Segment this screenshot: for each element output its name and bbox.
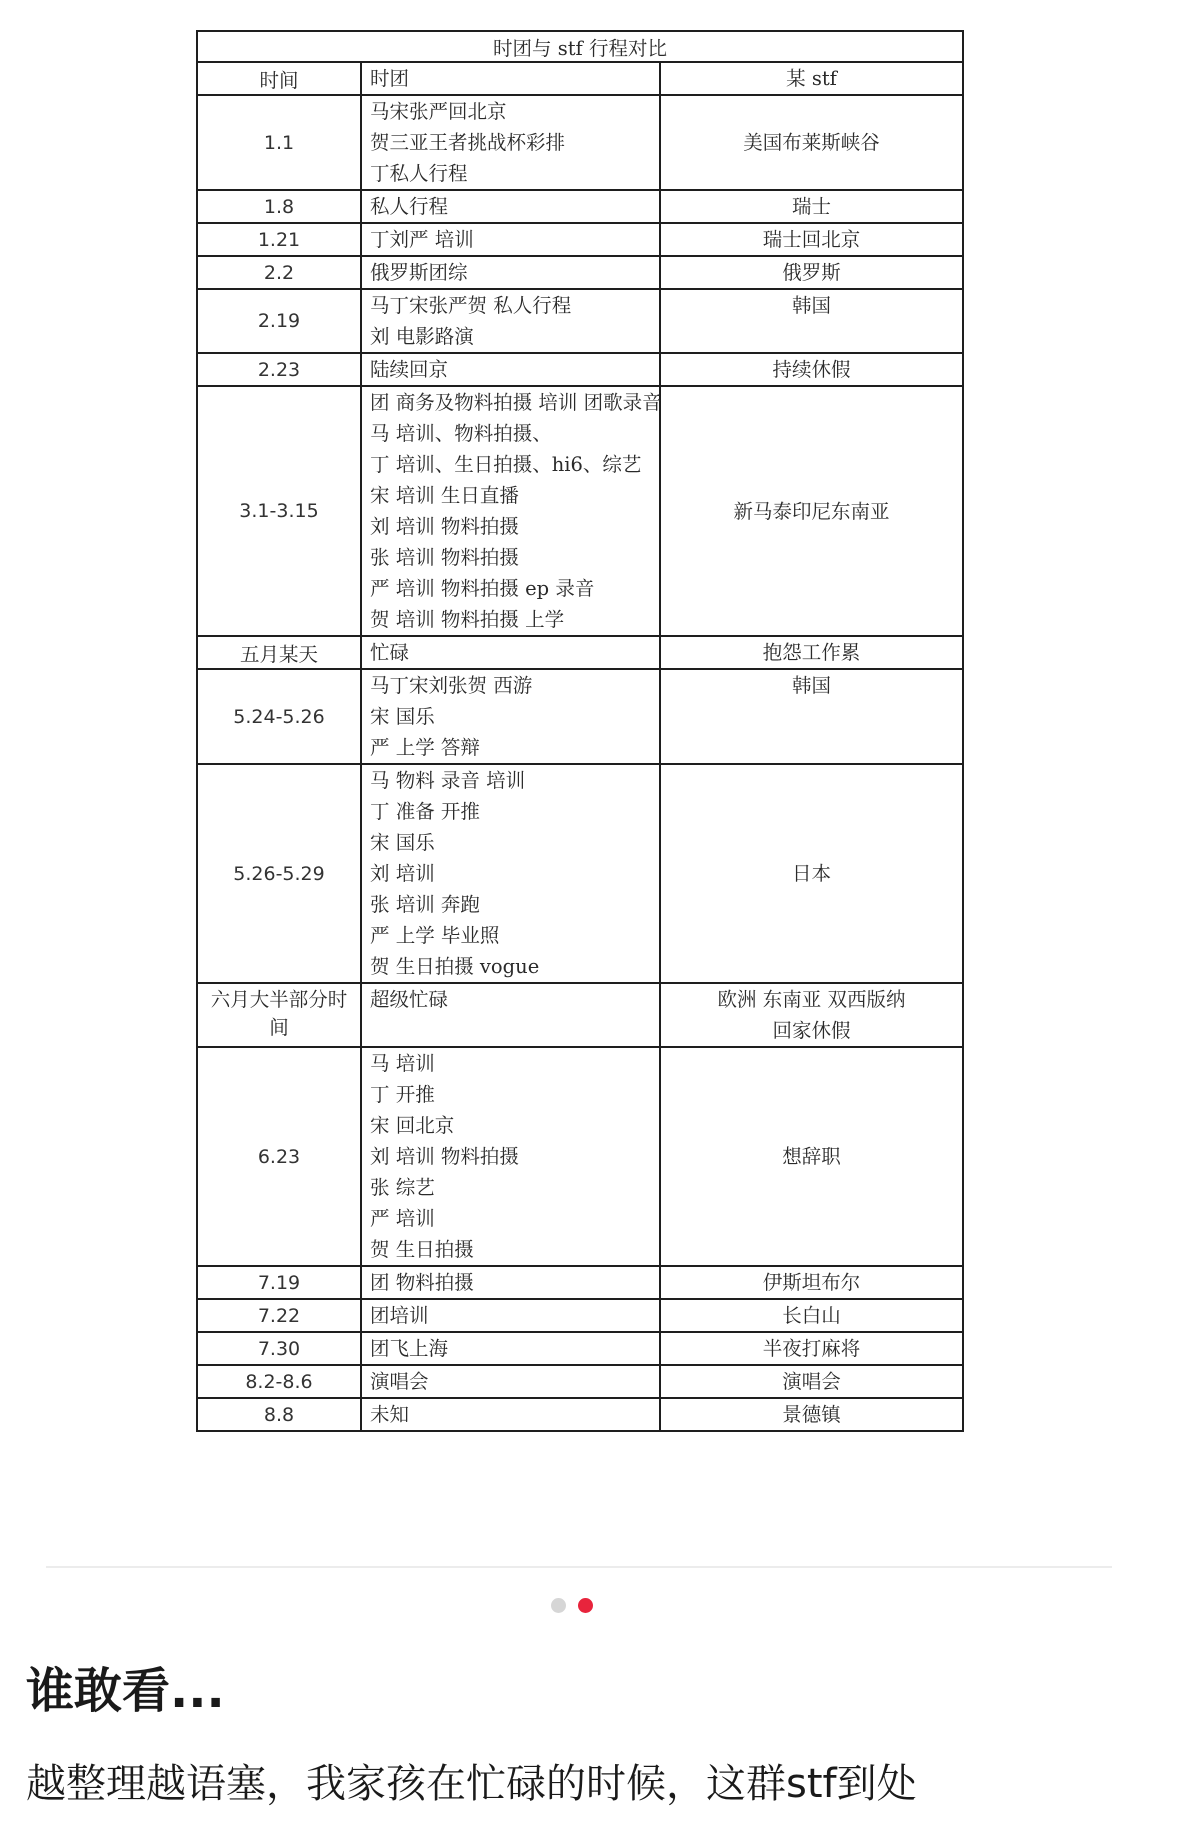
cell-team <box>361 669 660 764</box>
table-row <box>197 353 963 386</box>
team-line: 团 物料拍摄 <box>370 1271 474 1294</box>
cell-date: 5.26-5.29 <box>197 764 361 983</box>
pager-dot-1[interactable] <box>551 1598 566 1613</box>
team-line: 忙碌 <box>370 641 410 664</box>
cell-date: 2.19 <box>197 289 361 353</box>
cell-stf <box>660 1332 963 1365</box>
team-line: 张 综艺 <box>370 1176 435 1199</box>
team-line: 刘 培训 物料拍摄 <box>370 515 519 538</box>
cell-date: 8.8 <box>197 1398 361 1431</box>
table-row <box>197 1365 963 1398</box>
team-line: 刘 培训 <box>370 862 435 885</box>
cell-team <box>361 95 660 190</box>
cell-stf <box>660 95 963 190</box>
table-row <box>197 1266 963 1299</box>
team-line: 宋 回北京 <box>370 1114 455 1137</box>
team-line: 刘 培训 物料拍摄 <box>370 1145 519 1168</box>
cell-team <box>361 1266 660 1299</box>
team-line: 宋 国乐 <box>370 705 435 728</box>
cell-team <box>361 983 660 1047</box>
cell-team <box>361 1299 660 1332</box>
team-line: 马 培训、物料拍摄、 <box>370 422 552 445</box>
cell-team <box>361 1398 660 1431</box>
stf-line: 长白山 <box>782 1304 841 1327</box>
stf-line: 新马泰印尼东南亚 <box>733 499 890 523</box>
team-line: 刘 电影路演 <box>370 325 474 348</box>
team-line: 张 培训 物料拍摄 <box>370 546 519 569</box>
table-row <box>197 1332 963 1365</box>
team-line: 严 上学 毕业照 <box>370 924 500 947</box>
team-line: 团 商务及物料拍摄 培训 团歌录音 <box>370 391 662 414</box>
post-body-text[interactable]: 越整理越语塞，我家孩在忙碌的时候，这群stf到处 <box>26 1761 917 1807</box>
team-line: 丁 开推 <box>370 1083 435 1106</box>
cell-stf <box>660 1266 963 1299</box>
cell-date: 1.21 <box>197 223 361 256</box>
cell-team <box>361 1365 660 1398</box>
cell-team <box>361 256 660 289</box>
stf-line: 回家休假 <box>772 1019 851 1042</box>
stf-line: 伊斯坦布尔 <box>762 1271 861 1294</box>
team-line: 团飞上海 <box>370 1337 449 1360</box>
cell-date: 1.8 <box>197 190 361 223</box>
pager-dot-2[interactable] <box>578 1598 593 1613</box>
stf-line: 景德镇 <box>782 1403 841 1426</box>
team-line: 宋 培训 生日直播 <box>370 484 519 507</box>
team-line: 丁私人行程 <box>370 162 468 185</box>
team-line: 马 培训 <box>370 1052 435 1075</box>
header-team: 时团 <box>361 62 660 95</box>
team-line: 陆续回京 <box>370 358 449 381</box>
header-date: 时间 <box>197 62 361 95</box>
stf-line: 瑞士 <box>792 195 832 218</box>
team-line: 宋 国乐 <box>370 831 435 854</box>
cell-date: 3.1-3.15 <box>197 386 361 636</box>
team-line: 贺 生日拍摄 vogue <box>370 955 540 978</box>
cell-team <box>361 386 660 636</box>
cell-date: 1.1 <box>197 95 361 190</box>
team-line: 俄罗斯团综 <box>370 261 468 284</box>
cell-date: 7.22 <box>197 1299 361 1332</box>
team-line: 团培训 <box>370 1304 429 1327</box>
cell-stf <box>660 386 963 636</box>
team-line: 严 培训 <box>370 1207 435 1230</box>
stf-line: 想辞职 <box>782 1145 841 1168</box>
cell-team <box>361 289 660 353</box>
cell-stf <box>660 764 963 983</box>
image-pager[interactable] <box>0 1598 1181 1618</box>
table-row <box>197 386 963 636</box>
stf-line: 欧洲 东南亚 双西版纳 <box>717 988 906 1011</box>
table-row <box>197 223 963 256</box>
table-row <box>197 1047 963 1266</box>
cell-team <box>361 1047 660 1266</box>
cell-team <box>361 353 660 386</box>
cell-date: 五月某天 <box>197 636 361 669</box>
table-row <box>197 1398 963 1431</box>
schedule-comparison-table <box>196 30 964 1432</box>
stf-line: 美国布莱斯峡谷 <box>743 131 880 154</box>
table-row <box>197 983 963 1047</box>
cell-stf <box>660 983 963 1047</box>
cell-team <box>361 190 660 223</box>
cell-team <box>361 636 660 669</box>
table-row <box>197 289 963 353</box>
cell-date: 7.19 <box>197 1266 361 1299</box>
team-line: 丁 准备 开推 <box>370 800 480 823</box>
stf-line: 日本 <box>792 862 832 885</box>
cell-stf <box>660 190 963 223</box>
team-line: 贺 生日拍摄 <box>370 1238 474 1261</box>
cell-date: 8.2-8.6 <box>197 1365 361 1398</box>
header-stf: 某 stf <box>660 62 963 95</box>
team-line: 演唱会 <box>370 1370 429 1393</box>
cell-stf <box>660 353 963 386</box>
team-line: 贺 培训 物料拍摄 上学 <box>370 608 565 631</box>
table-row <box>197 95 963 190</box>
team-line: 马 物料 录音 培训 <box>370 769 526 792</box>
stf-line: 韩国 <box>792 294 832 317</box>
cell-stf <box>660 1299 963 1332</box>
team-line: 贺三亚王者挑战杯彩排 <box>370 131 566 154</box>
stf-line: 俄罗斯 <box>782 261 841 284</box>
team-line: 严 培训 物料拍摄 ep 录音 <box>370 577 595 600</box>
stf-line: 抱怨工作累 <box>762 641 861 664</box>
cell-stf <box>660 289 963 353</box>
cell-stf <box>660 223 963 256</box>
cell-date: 7.30 <box>197 1332 361 1365</box>
cell-team <box>361 223 660 256</box>
stf-line: 持续休假 <box>772 358 851 381</box>
team-line: 丁刘严 培训 <box>370 228 474 251</box>
cell-date: 5.24-5.26 <box>197 669 361 764</box>
table-row <box>197 256 963 289</box>
cell-date: 六月大半部分时间 <box>197 983 361 1047</box>
team-line: 丁 培训、生日拍摄、hi6、综艺 <box>370 453 642 476</box>
stf-line: 瑞士回北京 <box>762 228 861 251</box>
post-title: 谁敢看... <box>26 1663 225 1719</box>
cell-date: 6.23 <box>197 1047 361 1266</box>
team-line: 马丁宋刘张贺 西游 <box>370 674 533 697</box>
cell-stf <box>660 1398 963 1431</box>
table-title: 时团与 stf 行程对比 <box>197 31 963 62</box>
table-row <box>197 1299 963 1332</box>
stf-line: 半夜打麻将 <box>762 1337 861 1360</box>
cell-stf <box>660 636 963 669</box>
cell-stf <box>660 1365 963 1398</box>
team-line: 私人行程 <box>370 195 449 218</box>
team-line: 马宋张严回北京 <box>370 100 507 123</box>
cell-date: 2.23 <box>197 353 361 386</box>
stf-line: 韩国 <box>792 674 832 697</box>
table-row <box>197 636 963 669</box>
table-row <box>197 669 963 764</box>
cell-stf <box>660 669 963 764</box>
table-row <box>197 764 963 983</box>
team-line: 张 培训 奔跑 <box>370 893 480 916</box>
cell-date: 2.2 <box>197 256 361 289</box>
cell-stf <box>660 256 963 289</box>
cell-stf <box>660 1047 963 1266</box>
team-line: 超级忙碌 <box>370 988 449 1011</box>
cell-team <box>361 1332 660 1365</box>
team-line: 严 上学 答辩 <box>370 736 480 759</box>
stf-line: 演唱会 <box>782 1370 841 1393</box>
team-line: 未知 <box>370 1403 410 1426</box>
team-line: 马丁宋张严贺 私人行程 <box>370 294 572 317</box>
divider <box>46 1566 1112 1568</box>
cell-team <box>361 764 660 983</box>
table-row <box>197 190 963 223</box>
